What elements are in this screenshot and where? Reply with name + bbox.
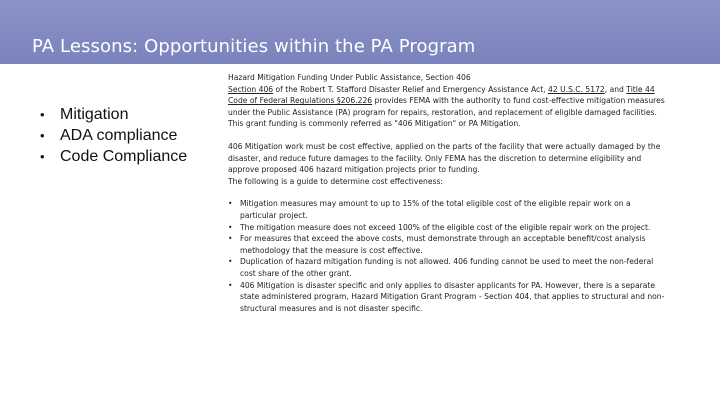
section-heading: Hazard Mitigation Funding Under Public Assistance, Section 406 [228, 73, 471, 82]
eligibility-paragraph: 406 Mitigation work must be cost effective, applied on the parts of the facility that were actually damaged by the disaster, and reduce future damages to the facility. Only FEMA has the discretion to determine eligibility and approve proposed 406 hazard mitigation projects prior to funding. [228, 141, 661, 175]
list-item-text: Duplication of hazard mitigation funding is not allowed. 406 funding cannot be used to meet the non-federal cost share of the other grant. [240, 257, 654, 278]
bullet-icon: • [228, 234, 233, 244]
spacer [228, 187, 668, 198]
intro-text-2: , and [604, 84, 627, 94]
list-item-text: 406 Mitigation is disaster specific and only applies to disaster applicants for PA. However, there is a separate state administered program, Hazard Mitigation Grant Program - Section 404, that applies to structural and non-structural measures and is not disaster specific. [240, 280, 665, 313]
list-item [228, 222, 668, 234]
list-item-text: For measures that exceed the above costs, must demonstrate through an acceptable benefit/cost analysis methodology that the measure is cost effective. [240, 234, 646, 255]
usc-link[interactable]: 42 U.S.C. 5172 [548, 84, 605, 94]
list-item [40, 125, 187, 146]
list-item-label: Code Compliance [60, 148, 188, 165]
list-item [228, 280, 668, 315]
list-item-label: ADA compliance [60, 127, 178, 144]
cfr-link[interactable]: Title 44 Code of Federal Regulations §206.226 [228, 84, 655, 106]
list-item-text: The mitigation measure does not exceed 100% of the eligible cost of the eligible repair work on the project. [240, 222, 651, 232]
bullet-icon: • [40, 149, 45, 164]
bullet-icon: • [40, 107, 45, 122]
cost-effectiveness-list [228, 198, 668, 314]
bullet-icon: • [228, 280, 233, 290]
guide-intro: The following is a guide to determine cost effectiveness: [228, 176, 443, 186]
content-panel [228, 72, 668, 314]
list-item-text: Mitigation measures may amount to up to 15% of the total eligible cost of the eligible repair work on a particular project. [240, 199, 631, 220]
intro-text-3: provides FEMA with the authority to fund cost-effective mitigation measures under the Public Assistance (PA) program for repairs, restoration, and replacement of eligible damaged facilities. This grant funding is commonly referred as "406 Mitigation" or PA Mitigation. [228, 96, 665, 129]
bullet-icon: • [228, 222, 233, 232]
bullet-icon: • [228, 257, 233, 267]
list-item-label: Mitigation [60, 106, 129, 123]
list-item [40, 104, 187, 125]
list-item [228, 256, 668, 279]
title-bar [0, 0, 720, 64]
list-item [228, 233, 668, 256]
list-item [228, 198, 668, 221]
bullet-icon: • [40, 128, 45, 143]
bullet-icon: • [228, 199, 233, 209]
intro-text-1: of the Robert T. Stafford Disaster Relief and Emergency Assistance Act, [273, 84, 549, 94]
topic-bullet-list [40, 104, 187, 167]
spacer [228, 130, 668, 141]
list-item [40, 146, 187, 167]
intro-paragraph [228, 84, 668, 130]
section-406-link[interactable]: Section 406 [228, 84, 274, 94]
page-title: PA Lessons: Opportunities within the PA Program [32, 36, 476, 57]
